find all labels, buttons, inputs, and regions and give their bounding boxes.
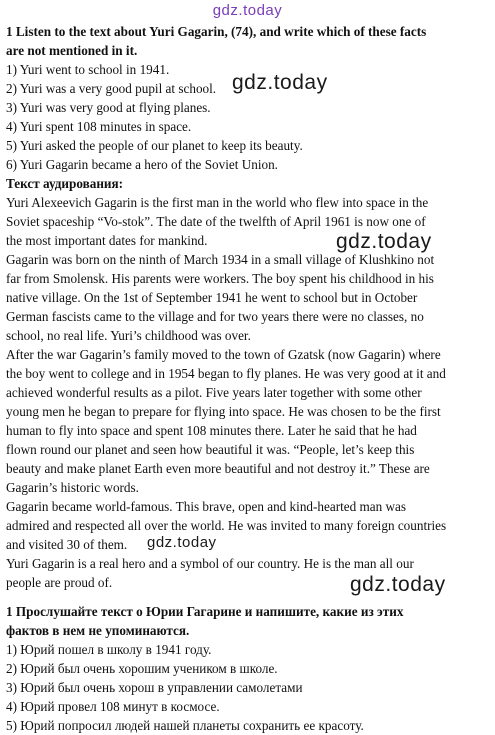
fact-item: 5) Yuri asked the people of our planet to keep its beauty.: [6, 138, 303, 153]
task-ru-heading-line: фактов в нем не упоминаются.: [6, 623, 190, 638]
fact-item-ru: 2) Юрий был очень хорошим учеником в школе.: [6, 661, 278, 676]
fact-item: 2) Yuri was a very good pupil at school.: [6, 81, 217, 96]
transcript-line: German fascists came to the village and for two years there were no classes, no: [6, 309, 424, 324]
transcript-line: Yuri Alexeevich Gagarin is the first man in the world who flew into space in the: [6, 195, 429, 210]
transcript-line: and visited 30 of them.: [6, 537, 128, 552]
site-header-logo[interactable]: gdz.today: [212, 2, 283, 19]
transcript-line: school, no real life. Yuri’s childhood was over.: [6, 328, 251, 343]
watermark-text: gdz.today: [350, 573, 446, 596]
transcript-line: flown round our planet and seen how beautiful it was. “People, let’s keep this: [6, 442, 415, 457]
task-en-heading-line: are not mentioned in it.: [6, 43, 138, 58]
watermark-text: gdz.today: [336, 230, 432, 253]
transcript-line: admired and respected all over the world. He was invited to many foreign countries: [6, 518, 447, 533]
transcript-line: Soviet spaceship “Vo-stok”. The date of the twelfth of April 1961 is now one of: [6, 214, 426, 229]
transcript-line: the boy went to college and in 1954 began to fly planes. He was very good at it and: [6, 366, 446, 381]
fact-item-ru: 5) Юрий попросил людей нашей планеты сохранить ее красоту.: [6, 718, 364, 733]
transcript-line: Gagarin became world-famous. This brave, open and kind-hearted man was: [6, 499, 407, 514]
transcript-line: Yuri Gagarin is a real hero and a symbol of our country. He is the man all our: [6, 556, 414, 571]
fact-item: 6) Yuri Gagarin became a hero of the Soviet Union.: [6, 157, 278, 172]
transcript-line: beauty and make planet Earth even more beautiful and not destroy it.” These are: [6, 461, 430, 476]
transcript-line: human to fly into space and spent 108 minutes there. Later he said that he had: [6, 423, 417, 438]
transcript-line: native village. On the 1st of September 1941 he went to school but in October: [6, 290, 418, 305]
transcript-line: far from Smolensk. His parents were workers. The boy spent his childhood in his: [6, 271, 434, 286]
task-ru-heading-line: 1 Прослушайте текст о Юрии Гагарине и напишите, какие из этих: [6, 604, 404, 619]
fact-item-ru: 1) Юрий пошел в школу в 1941 году.: [6, 642, 212, 657]
fact-item-ru: 3) Юрий был очень хорош в управлении самолетами: [6, 680, 303, 695]
fact-item-ru: 4) Юрий провел 108 минут в космосе.: [6, 699, 220, 714]
task-en-heading: [6, 22, 490, 60]
fact-item: 1) Yuri went to school in 1941.: [6, 62, 170, 77]
transcript-line: the most important dates for mankind.: [6, 233, 208, 248]
task-ru-facts-list: [6, 640, 490, 735]
transcript-line: people are proud of.: [6, 575, 113, 590]
fact-item: 4) Yuri spent 108 minutes in space.: [6, 119, 192, 134]
transcript-line: After the war Gagarin’s family moved to the town of Gzatsk (now Gagarin) where: [6, 347, 441, 362]
task-ru-heading: [6, 602, 490, 640]
watermark-text: gdz.today: [147, 534, 217, 551]
transcript-line: young men he began to prepare for flying into space. He was chosen to be the first: [6, 404, 441, 419]
transcript-line: Gagarin was born on the ninth of March 1934 in a small village of Klushkino not: [6, 252, 435, 267]
watermark-text: gdz.today: [232, 71, 328, 94]
fact-item: 3) Yuri was very good at flying planes.: [6, 100, 211, 115]
transcript-heading: Текст аудирования:: [6, 176, 124, 191]
transcript-line: achieved wonderful results as a pilot. Five years later together with some other: [6, 385, 422, 400]
task-en-heading-line: 1 Listen to the text about Yuri Gagarin, (74), and write which of these facts: [6, 24, 427, 39]
transcript-line: Gagarin’s historic words.: [6, 480, 139, 495]
document-page: [6, 22, 490, 735]
